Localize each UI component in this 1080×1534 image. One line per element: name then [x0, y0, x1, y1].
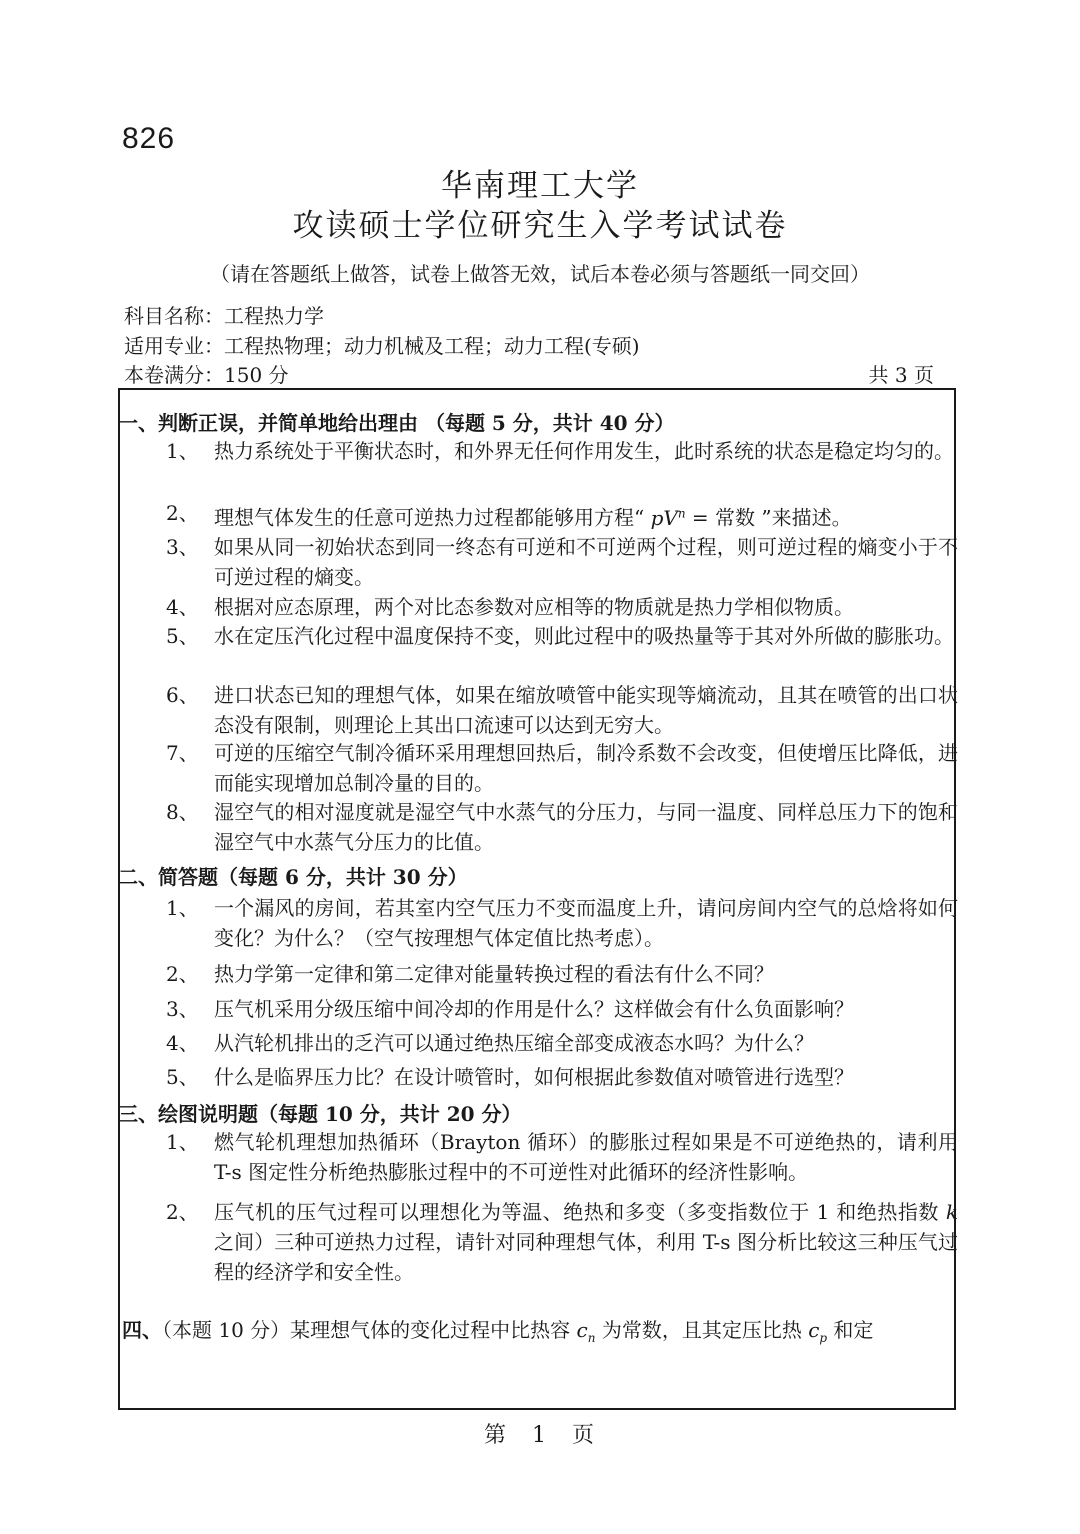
formula-base: c [576, 1318, 588, 1342]
page-count: 共 3 页 [868, 363, 934, 387]
question-text: 压气机采用分级压缩中间冷却的作用是什么？这样做会有什么负面影响？ [214, 997, 854, 1021]
question-text: 一个漏风的房间，若其室内空气压力不变而温度上升，请问房间内空气的总焓将如何变化？为什么？（空气按理想气体定值比热考虑）。 [214, 896, 958, 950]
question [166, 959, 958, 989]
page-footer: 第 1 页 [484, 1423, 596, 1448]
question-number: 5、 [166, 624, 199, 648]
question-number: 6、 [166, 683, 199, 707]
question-text-part: 压气机的压气过程可以理想化为等温、绝热和多变（多变指数位于 1 和绝热指数 [214, 1200, 946, 1224]
section-text-part: 和定 [827, 1318, 874, 1342]
section-four [122, 1314, 873, 1345]
applicable-majors: 适用专业：工程热物理；动力机械及工程；动力工程(专硕) [124, 334, 640, 358]
question [166, 680, 958, 740]
question-number: 7、 [166, 741, 199, 765]
question-text [214, 498, 958, 533]
question-text: 进口状态已知的理想气体，如果在缩放喷管中能实现等熵流动，且其在喷管的出口状态没有限制，则理论上其出口流速可以达到无穷大。 [214, 683, 958, 737]
question [166, 621, 958, 651]
exam-title: 攻读硕士学位研究生入学考试试卷 [292, 208, 788, 244]
question [166, 436, 958, 466]
exam-code: 826 [122, 122, 176, 155]
question [166, 1028, 958, 1058]
question-number: 1、 [166, 439, 199, 463]
question-number: 3、 [166, 535, 199, 559]
question [166, 498, 958, 533]
question [166, 1127, 958, 1187]
question-text: 热力学第一定律和第二定律对能量转换过程的看法有什么不同？ [214, 962, 774, 986]
formula-exponent: n [677, 506, 686, 520]
question-text: 水在定压汽化过程中温度保持不变，则此过程中的吸热量等于其对外所做的膨胀功。 [214, 624, 954, 648]
question [166, 797, 958, 857]
section-title: 三、绘图说明题（每题 10 分，共计 20 分） [118, 1102, 522, 1126]
question-text: 湿空气的相对湿度就是湿空气中水蒸气的分压力，与同一温度、同样总压力下的饱和湿空气中水蒸气分压力的比值。 [214, 800, 958, 854]
question-text: 根据对应态原理，两个对比态参数对应相等的物质就是热力学相似物质。 [214, 595, 854, 619]
question-text: 可逆的压缩空气制冷循环采用理想回热后，制冷系数不会改变，但使增压比降低，进而能实现增加总制冷量的目的。 [214, 741, 958, 795]
formula-base: c [808, 1318, 820, 1342]
formula-base: pV [650, 505, 678, 530]
formula [651, 506, 686, 530]
formula-subscript: n [587, 1331, 596, 1345]
question-text [214, 1197, 958, 1287]
question [166, 1062, 958, 1092]
question-number: 5、 [166, 1065, 199, 1089]
question [166, 893, 958, 953]
question-number: 2、 [166, 501, 199, 525]
section-text-part: （本题 10 分）某理想气体的变化过程中比热容 [162, 1318, 577, 1342]
watermark: ​ [561, 470, 578, 479]
section-text-part: 为常数，且其定压比热 [595, 1318, 809, 1342]
question-number: 2、 [166, 1200, 199, 1224]
question [166, 738, 958, 798]
exam-note: （请在答题纸上做答，试卷上做答无效，试后本卷必须与答题纸一同交回） [210, 262, 870, 286]
question-number: 1、 [166, 896, 199, 920]
question [166, 592, 958, 622]
question [166, 1197, 958, 1287]
question-text: 燃气轮机理想加热循环（Brayton 循环）的膨胀过程如果是不可逆绝热的，请利用 T-s 图定性分析绝热膨胀过程中的不可逆性对此循环的经济性影响。 [214, 1130, 958, 1184]
section-label: 四、 [122, 1318, 162, 1342]
formula-subscript: p [819, 1331, 828, 1345]
question-number: 2、 [166, 962, 199, 986]
question-text-part: = 常数 ”来描述。 [685, 505, 852, 530]
question-text: 热力系统处于平衡状态时，和外界无任何作用发生，此时系统的状态是稳定均匀的。 [214, 439, 954, 463]
question-text-part: 理想气体发生的任意可逆热力过程都能够用方程“ [214, 505, 651, 530]
question [166, 532, 958, 592]
section-title: 一、判断正误，并简单地给出理由 （每题 5 分，共计 40 分） [118, 411, 675, 435]
question-number: 4、 [166, 595, 199, 619]
university-name: 华南理工大学 [441, 168, 639, 204]
question [166, 994, 958, 1024]
formula: k [945, 1200, 958, 1224]
formula-cn [576, 1318, 596, 1345]
question-number: 3、 [166, 997, 199, 1021]
question-number: 4、 [166, 1031, 199, 1055]
question-text-part: 之间）三种可逆热力过程，请针对同种理想气体，利用 T-s 图分析比较这三种压气过程的经济学和安全性。 [214, 1230, 958, 1284]
subject-name: 科目名称：工程热力学 [124, 304, 324, 328]
question-text: 如果从同一初始状态到同一终态有可逆和不可逆两个过程，则可逆过程的熵变小于不可逆过程的熵变。 [214, 535, 958, 589]
question-text: 什么是临界压力比？在设计喷管时，如何根据此参数值对喷管进行选型？ [214, 1065, 854, 1089]
full-score: 本卷满分：150 分 [124, 363, 289, 387]
section-title: 二、简答题（每题 6 分，共计 30 分） [118, 865, 468, 889]
question-text: 从汽轮机排出的乏汽可以通过绝热压缩全部变成液态水吗？为什么？ [214, 1031, 814, 1055]
formula-cp [808, 1318, 828, 1345]
question-number: 1、 [166, 1130, 199, 1154]
question-number: 8、 [166, 800, 199, 824]
